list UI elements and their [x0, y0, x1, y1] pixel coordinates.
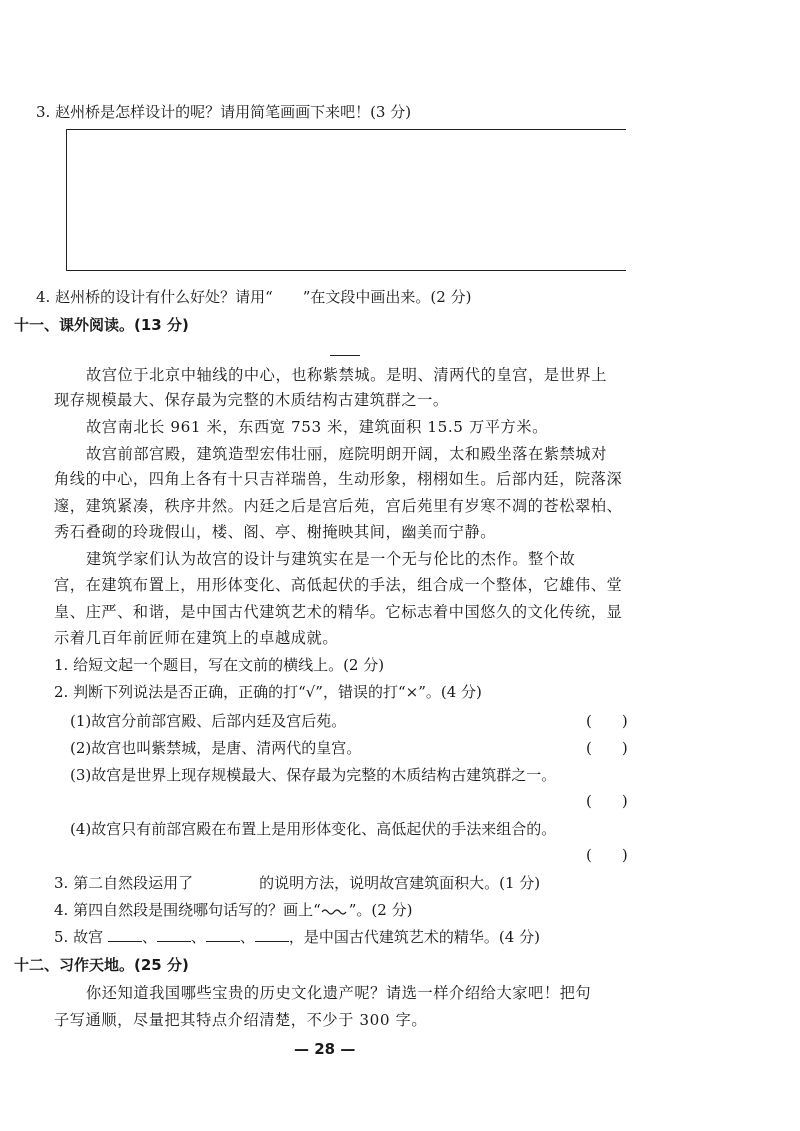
question-4: 4. 赵州桥的设计有什么好处？请用“ ”在文段中画出来。(2 分) [36, 288, 472, 306]
judgement-item-3: (3)故宫是世界上现存规模最大、保存最为完整的木质结构古建筑群之一。 [70, 766, 557, 784]
title-answer-line[interactable] [330, 355, 360, 356]
separator: 、 [239, 928, 255, 946]
answer-paren-2[interactable]: ( ) [586, 739, 628, 757]
answer-blank-3[interactable] [206, 927, 240, 942]
question-text: 的说明方法，说明故宫建筑面积大。(1 分) [259, 874, 541, 892]
passage-line: 角线的中心，四角上各有十只吉祥瑞兽，生动形象，栩栩如生。后部内廷，院落深 [54, 470, 623, 488]
passage-line: 建筑学家们认为故宫的设计与建筑实在是一个无与伦比的杰作。整个故 [86, 550, 576, 568]
answer-paren-1[interactable]: ( ) [586, 712, 628, 730]
passage-line: 示着几百年前匠师在建筑上的卓越成就。 [54, 629, 339, 647]
wavy-underline-icon [321, 905, 349, 915]
essay-prompt-line: 子写通顺，尽量把其特点介绍清楚，不少于 300 字。 [54, 1011, 428, 1029]
passage-line: 故宫前部宫殿，建筑造型宏伟壮丽，庭院明朗开阔，太和殿坐落在紫禁城对 [86, 445, 607, 463]
passage-line: 皇、庄严、和谐，是中国古代建筑艺术的精华。它标志着中国悠久的文化传统，显 [54, 603, 623, 621]
answer-blank-2[interactable] [157, 927, 191, 942]
passage-line: 秀石叠砌的玲珑假山，楼、阁、亭、榭掩映其间，幽美而宁静。 [54, 523, 497, 541]
passage-line: 现存规模最大、保存最为完整的木质结构古建筑群之一。 [54, 391, 449, 409]
reading-question-5 [54, 926, 540, 947]
passage-line: 故宫位于北京中轴线的中心，也称紫禁城。是明、清两代的皇宫，是世界上 [86, 366, 607, 384]
essay-prompt-line: 你还知道我国哪些宝贵的历史文化遗产呢？请选一样介绍给大家吧！把句 [86, 984, 592, 1002]
answer-blank-4[interactable] [255, 927, 289, 942]
question-text: 4. 第四自然段是围绕哪句话写的？画上“ [54, 901, 321, 919]
answer-blank-1[interactable] [108, 927, 142, 942]
passage-line: 邃，建筑紧凑，秩序井然。内廷之后是宫后苑，宫后苑里有岁寒不凋的苍松翠柏、 [54, 497, 623, 515]
section-11-heading: 十一、课外阅读。(13 分) [14, 316, 189, 334]
page-number: — 28 — [294, 1040, 356, 1058]
reading-question-1: 1. 给短文起一个题目，写在文前的横线上。(2 分) [54, 656, 385, 674]
separator: 、 [141, 928, 157, 946]
reading-question-4 [54, 899, 412, 920]
answer-paren-4[interactable]: ( ) [586, 846, 628, 864]
reading-question-3 [54, 872, 540, 893]
passage-line: 故宫南北长 961 米，东西宽 753 米，建筑面积 15.5 万平方米。 [86, 418, 548, 436]
separator: 、 [190, 928, 206, 946]
drawing-answer-box[interactable] [66, 129, 626, 271]
question-text: ，是中国古代建筑艺术的精华。(4 分) [288, 928, 540, 946]
question-text: ”。(2 分) [348, 901, 413, 919]
judgement-item-2: (2)故宫也叫紫禁城，是唐、清两代的皇宫。 [70, 739, 362, 757]
answer-paren-3[interactable]: ( ) [586, 792, 628, 810]
judgement-item-4: (4)故宫只有前部宫殿在布置上是用形体变化、高低起伏的手法来组合的。 [70, 820, 557, 838]
passage-line: 宫，在建筑布置上，用形体变化、高低起伏的手法，组合成一个整体，它雄伟、堂 [54, 576, 623, 594]
question-text: 5. 故宫 [54, 928, 104, 946]
question-3: 3. 赵州桥是怎样设计的呢？请用简笔画画下来吧！(3 分) [36, 103, 412, 121]
reading-question-2: 2. 判断下列说法是否正确，正确的打“√”，错误的打“×”。(4 分) [54, 683, 482, 701]
question-text: 3. 第二自然段运用了 [54, 874, 194, 892]
judgement-item-1: (1)故宫分前部宫殿、后部内廷及宫后苑。 [70, 712, 347, 730]
section-12-heading: 十二、习作天地。(25 分) [14, 956, 189, 974]
